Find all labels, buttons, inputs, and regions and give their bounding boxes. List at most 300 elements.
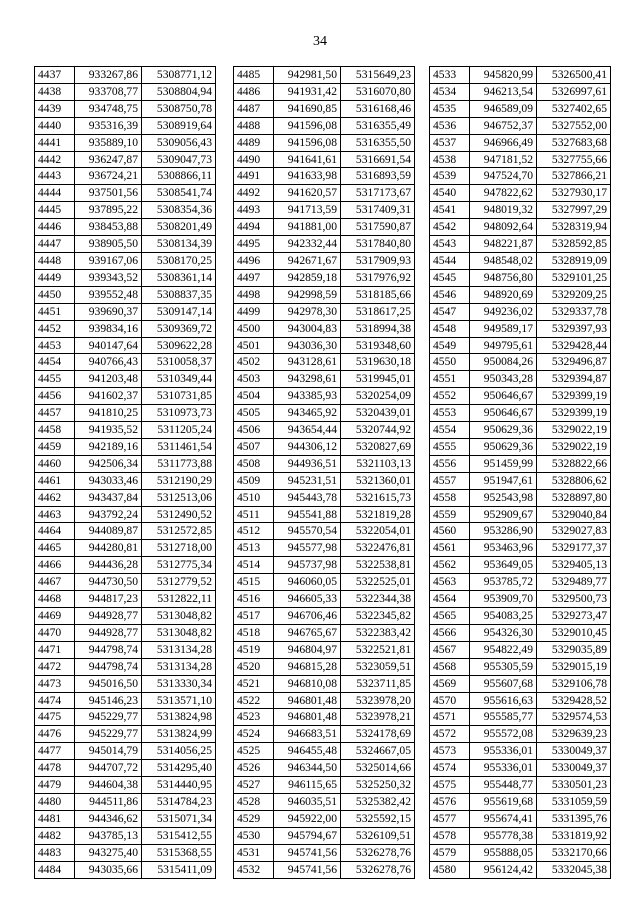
point-number: 4546 [430, 286, 470, 303]
table-row [234, 303, 415, 320]
table-row [234, 641, 415, 658]
y-coordinate: 5317840,80 [341, 236, 415, 253]
point-number: 4479 [35, 777, 75, 794]
point-number: 4498 [234, 286, 274, 303]
point-number: 4543 [430, 236, 470, 253]
x-coordinate: 942998,59 [274, 286, 341, 303]
table-row [430, 219, 611, 236]
y-coordinate: 5332170,66 [537, 844, 611, 861]
table-row [430, 726, 611, 743]
x-coordinate: 942506,34 [75, 455, 142, 472]
y-coordinate: 5314056,25 [142, 743, 216, 760]
table-row [430, 624, 611, 641]
x-coordinate: 950343,28 [470, 371, 537, 388]
point-number: 4448 [35, 252, 75, 269]
point-number: 4542 [430, 219, 470, 236]
x-coordinate: 945229,77 [75, 726, 142, 743]
y-coordinate: 5326278,76 [341, 861, 415, 878]
point-number: 4560 [430, 523, 470, 540]
y-coordinate: 5308170,25 [142, 252, 216, 269]
x-coordinate: 944346,62 [75, 810, 142, 827]
y-coordinate: 5326278,76 [341, 844, 415, 861]
point-number: 4576 [430, 793, 470, 810]
point-number: 4473 [35, 675, 75, 692]
point-number: 4461 [35, 472, 75, 489]
table-row [35, 422, 216, 439]
point-number: 4579 [430, 844, 470, 861]
y-coordinate: 5313330,34 [142, 675, 216, 692]
x-coordinate: 935889,10 [75, 134, 142, 151]
table-row [234, 608, 415, 625]
point-number: 4491 [234, 168, 274, 185]
x-coordinate: 954326,30 [470, 624, 537, 641]
table-row [234, 472, 415, 489]
y-coordinate: 5329428,52 [537, 692, 611, 709]
x-coordinate: 945794,67 [274, 827, 341, 844]
point-number: 4486 [234, 83, 274, 100]
table-row [430, 810, 611, 827]
table-row [35, 236, 216, 253]
x-coordinate: 943275,40 [75, 844, 142, 861]
y-coordinate: 5329101,25 [537, 269, 611, 286]
y-coordinate: 5323978,20 [341, 692, 415, 709]
x-coordinate: 939167,06 [75, 252, 142, 269]
table-row [234, 861, 415, 878]
x-coordinate: 942332,44 [274, 236, 341, 253]
y-coordinate: 5329273,47 [537, 608, 611, 625]
table-row [35, 608, 216, 625]
table-row [234, 371, 415, 388]
y-coordinate: 5315412,55 [142, 827, 216, 844]
x-coordinate: 939343,52 [75, 269, 142, 286]
point-number: 4437 [35, 67, 75, 84]
point-number: 4538 [430, 151, 470, 168]
x-coordinate: 955336,01 [470, 760, 537, 777]
y-coordinate: 5327866,21 [537, 168, 611, 185]
y-coordinate: 5317409,31 [341, 202, 415, 219]
y-coordinate: 5326109,51 [341, 827, 415, 844]
x-coordinate: 948756,80 [470, 269, 537, 286]
y-coordinate: 5329428,44 [537, 337, 611, 354]
y-coordinate: 5318617,25 [341, 303, 415, 320]
table-row [234, 438, 415, 455]
table-row [35, 726, 216, 743]
y-coordinate: 5313048,82 [142, 608, 216, 625]
x-coordinate: 955616,63 [470, 692, 537, 709]
x-coordinate: 945737,98 [274, 557, 341, 574]
y-coordinate: 5316355,50 [341, 134, 415, 151]
table-row [234, 523, 415, 540]
point-number: 4497 [234, 269, 274, 286]
point-number: 4577 [430, 810, 470, 827]
y-coordinate: 5322383,42 [341, 624, 415, 641]
point-number: 4568 [430, 658, 470, 675]
y-coordinate: 5311205,24 [142, 422, 216, 439]
x-coordinate: 946344,50 [274, 760, 341, 777]
point-number: 4478 [35, 760, 75, 777]
table-row [234, 185, 415, 202]
y-coordinate: 5321103,13 [341, 455, 415, 472]
x-coordinate: 949236,02 [470, 303, 537, 320]
point-number: 4444 [35, 185, 75, 202]
x-coordinate: 945443,78 [274, 489, 341, 506]
point-number: 4447 [35, 236, 75, 253]
x-coordinate: 934748,75 [75, 100, 142, 117]
point-number: 4518 [234, 624, 274, 641]
table-row [430, 151, 611, 168]
x-coordinate: 945146,23 [75, 692, 142, 709]
table-row [35, 100, 216, 117]
point-number: 4515 [234, 574, 274, 591]
table-row [234, 67, 415, 84]
x-coordinate: 943792,24 [75, 506, 142, 523]
x-coordinate: 941602,37 [75, 388, 142, 405]
point-number: 4524 [234, 726, 274, 743]
y-coordinate: 5327402,65 [537, 100, 611, 117]
y-coordinate: 5314295,40 [142, 760, 216, 777]
x-coordinate: 945016,50 [75, 675, 142, 692]
point-number: 4443 [35, 168, 75, 185]
y-coordinate: 5320827,69 [341, 438, 415, 455]
table-row [430, 574, 611, 591]
point-number: 4539 [430, 168, 470, 185]
table-row [234, 236, 415, 253]
y-coordinate: 5329022,19 [537, 422, 611, 439]
table-row [234, 252, 415, 269]
point-number: 4449 [35, 269, 75, 286]
point-number: 4572 [430, 726, 470, 743]
x-coordinate: 943128,61 [274, 354, 341, 371]
point-number: 4493 [234, 202, 274, 219]
table-row [35, 692, 216, 709]
table-row [430, 658, 611, 675]
x-coordinate: 941641,61 [274, 151, 341, 168]
point-number: 4566 [430, 624, 470, 641]
y-coordinate: 5322054,01 [341, 523, 415, 540]
table-row [430, 269, 611, 286]
y-coordinate: 5308750,78 [142, 100, 216, 117]
point-number: 4570 [430, 692, 470, 709]
y-coordinate: 5322476,81 [341, 540, 415, 557]
table-row [35, 489, 216, 506]
table-row [430, 320, 611, 337]
point-number: 4464 [35, 523, 75, 540]
point-number: 4532 [234, 861, 274, 878]
y-coordinate: 5322538,81 [341, 557, 415, 574]
table-row [234, 810, 415, 827]
x-coordinate: 955888,05 [470, 844, 537, 861]
x-coordinate: 941713,59 [274, 202, 341, 219]
x-coordinate: 943036,30 [274, 337, 341, 354]
x-coordinate: 942671,67 [274, 252, 341, 269]
point-number: 4477 [35, 743, 75, 760]
table-row [234, 202, 415, 219]
y-coordinate: 5316168,46 [341, 100, 415, 117]
table-row [234, 827, 415, 844]
table-row [234, 286, 415, 303]
y-coordinate: 5318994,38 [341, 320, 415, 337]
table-row [234, 557, 415, 574]
y-coordinate: 5329010,45 [537, 624, 611, 641]
x-coordinate: 955448,77 [470, 777, 537, 794]
y-coordinate: 5329397,93 [537, 320, 611, 337]
point-number: 4580 [430, 861, 470, 878]
point-number: 4557 [430, 472, 470, 489]
table-row [430, 861, 611, 878]
x-coordinate: 945229,77 [75, 709, 142, 726]
x-coordinate: 941881,00 [274, 219, 341, 236]
table-row [234, 489, 415, 506]
table-row [35, 658, 216, 675]
point-number: 4561 [430, 540, 470, 557]
point-number: 4456 [35, 388, 75, 405]
table-row [35, 405, 216, 422]
table-row [234, 388, 415, 405]
y-coordinate: 5331059,59 [537, 793, 611, 810]
table-row [430, 675, 611, 692]
x-coordinate: 941620,57 [274, 185, 341, 202]
x-coordinate: 948920,69 [470, 286, 537, 303]
y-coordinate: 5308837,35 [142, 286, 216, 303]
x-coordinate: 943385,93 [274, 388, 341, 405]
y-coordinate: 5322525,01 [341, 574, 415, 591]
table-row [430, 117, 611, 134]
y-coordinate: 5322521,81 [341, 641, 415, 658]
table-row [35, 743, 216, 760]
y-coordinate: 5318185,66 [341, 286, 415, 303]
x-coordinate: 955572,08 [470, 726, 537, 743]
point-number: 4446 [35, 219, 75, 236]
y-coordinate: 5313824,99 [142, 726, 216, 743]
x-coordinate: 941633,98 [274, 168, 341, 185]
x-coordinate: 941690,85 [274, 100, 341, 117]
x-coordinate: 948548,02 [470, 252, 537, 269]
table-row [430, 760, 611, 777]
y-coordinate: 5328592,85 [537, 236, 611, 253]
y-coordinate: 5323059,51 [341, 658, 415, 675]
point-number: 4519 [234, 641, 274, 658]
y-coordinate: 5329399,19 [537, 388, 611, 405]
y-coordinate: 5327552,00 [537, 117, 611, 134]
point-number: 4490 [234, 151, 274, 168]
x-coordinate: 954822,49 [470, 641, 537, 658]
point-number: 4451 [35, 303, 75, 320]
point-number: 4550 [430, 354, 470, 371]
table-row [234, 219, 415, 236]
table-row [234, 117, 415, 134]
point-number: 4445 [35, 202, 75, 219]
point-number: 4488 [234, 117, 274, 134]
table-row [430, 202, 611, 219]
x-coordinate: 945741,56 [274, 844, 341, 861]
point-number: 4455 [35, 371, 75, 388]
table-row [234, 726, 415, 743]
x-coordinate: 942189,16 [75, 438, 142, 455]
y-coordinate: 5330501,23 [537, 777, 611, 794]
table-row [234, 422, 415, 439]
y-coordinate: 5309056,43 [142, 134, 216, 151]
y-coordinate: 5329500,73 [537, 591, 611, 608]
y-coordinate: 5320254,09 [341, 388, 415, 405]
point-number: 4569 [430, 675, 470, 692]
x-coordinate: 945922,00 [274, 810, 341, 827]
table-row [35, 591, 216, 608]
y-coordinate: 5312822,11 [142, 591, 216, 608]
y-coordinate: 5320439,01 [341, 405, 415, 422]
point-number: 4513 [234, 540, 274, 557]
table-row [35, 455, 216, 472]
x-coordinate: 945741,56 [274, 861, 341, 878]
table-row [35, 134, 216, 151]
table-row [430, 709, 611, 726]
point-number: 4466 [35, 557, 75, 574]
y-coordinate: 5308919,64 [142, 117, 216, 134]
table-row [35, 675, 216, 692]
x-coordinate: 944306,12 [274, 438, 341, 455]
y-coordinate: 5311461,54 [142, 438, 216, 455]
y-coordinate: 5317173,67 [341, 185, 415, 202]
y-coordinate: 5319630,18 [341, 354, 415, 371]
x-coordinate: 953463,96 [470, 540, 537, 557]
table-row [35, 252, 216, 269]
table-row [430, 388, 611, 405]
x-coordinate: 946455,48 [274, 743, 341, 760]
table-row [234, 844, 415, 861]
table-row [430, 134, 611, 151]
x-coordinate: 953785,72 [470, 574, 537, 591]
table-row [430, 67, 611, 84]
y-coordinate: 5321819,28 [341, 506, 415, 523]
y-coordinate: 5323711,85 [341, 675, 415, 692]
y-coordinate: 5329040,84 [537, 506, 611, 523]
point-number: 4453 [35, 337, 75, 354]
table-row [35, 574, 216, 591]
y-coordinate: 5308201,49 [142, 219, 216, 236]
point-number: 4476 [35, 726, 75, 743]
x-coordinate: 943437,84 [75, 489, 142, 506]
y-coordinate: 5324667,05 [341, 743, 415, 760]
y-coordinate: 5312775,34 [142, 557, 216, 574]
x-coordinate: 946765,67 [274, 624, 341, 641]
table-row [35, 827, 216, 844]
table-row [234, 506, 415, 523]
table-row [430, 303, 611, 320]
table-row [234, 354, 415, 371]
point-number: 4489 [234, 134, 274, 151]
x-coordinate: 946213,54 [470, 83, 537, 100]
table-row [234, 591, 415, 608]
y-coordinate: 5329405,13 [537, 557, 611, 574]
point-number: 4496 [234, 252, 274, 269]
point-number: 4459 [35, 438, 75, 455]
x-coordinate: 944280,81 [75, 540, 142, 557]
y-coordinate: 5308354,36 [142, 202, 216, 219]
point-number: 4520 [234, 658, 274, 675]
table-row [234, 743, 415, 760]
x-coordinate: 949795,61 [470, 337, 537, 354]
table-row [430, 286, 611, 303]
table-row [234, 337, 415, 354]
table-row [35, 506, 216, 523]
point-number: 4527 [234, 777, 274, 794]
table-row [430, 83, 611, 100]
y-coordinate: 5329027,83 [537, 523, 611, 540]
x-coordinate: 951947,61 [470, 472, 537, 489]
table-row [35, 709, 216, 726]
y-coordinate: 5327755,66 [537, 151, 611, 168]
x-coordinate: 938905,50 [75, 236, 142, 253]
table-row [430, 844, 611, 861]
point-number: 4470 [35, 624, 75, 641]
point-number: 4501 [234, 337, 274, 354]
y-coordinate: 5331819,92 [537, 827, 611, 844]
point-number: 4457 [35, 405, 75, 422]
y-coordinate: 5317976,92 [341, 269, 415, 286]
x-coordinate: 952543,98 [470, 489, 537, 506]
point-number: 4558 [430, 489, 470, 506]
table-row [35, 168, 216, 185]
x-coordinate: 941596,08 [274, 134, 341, 151]
y-coordinate: 5317590,87 [341, 219, 415, 236]
point-number: 4495 [234, 236, 274, 253]
point-number: 4465 [35, 540, 75, 557]
x-coordinate: 945231,51 [274, 472, 341, 489]
table-row [430, 168, 611, 185]
point-number: 4438 [35, 83, 75, 100]
x-coordinate: 948092,64 [470, 219, 537, 236]
point-number: 4528 [234, 793, 274, 810]
y-coordinate: 5329337,78 [537, 303, 611, 320]
point-number: 4523 [234, 709, 274, 726]
y-coordinate: 5315411,09 [142, 861, 216, 878]
point-number: 4439 [35, 100, 75, 117]
x-coordinate: 941203,48 [75, 371, 142, 388]
table-row [430, 793, 611, 810]
point-number: 4556 [430, 455, 470, 472]
y-coordinate: 5309147,14 [142, 303, 216, 320]
table-row [35, 269, 216, 286]
point-number: 4507 [234, 438, 274, 455]
y-coordinate: 5315649,23 [341, 67, 415, 84]
point-number: 4480 [35, 793, 75, 810]
table-row [35, 286, 216, 303]
point-number: 4499 [234, 303, 274, 320]
x-coordinate: 946683,51 [274, 726, 341, 743]
table-row [430, 743, 611, 760]
table-row [234, 709, 415, 726]
x-coordinate: 948221,87 [470, 236, 537, 253]
y-coordinate: 5329106,78 [537, 675, 611, 692]
coordinates-table-1 [34, 66, 216, 879]
point-number: 4545 [430, 269, 470, 286]
y-coordinate: 5320744,92 [341, 422, 415, 439]
y-coordinate: 5308361,14 [142, 269, 216, 286]
x-coordinate: 946589,09 [470, 100, 537, 117]
y-coordinate: 5322345,82 [341, 608, 415, 625]
x-coordinate: 948019,32 [470, 202, 537, 219]
x-coordinate: 944604,38 [75, 777, 142, 794]
y-coordinate: 5309047,73 [142, 151, 216, 168]
y-coordinate: 5313048,82 [142, 624, 216, 641]
y-coordinate: 5324178,69 [341, 726, 415, 743]
point-number: 4559 [430, 506, 470, 523]
x-coordinate: 933708,77 [75, 83, 142, 100]
point-number: 4452 [35, 320, 75, 337]
table-row [35, 438, 216, 455]
point-number: 4522 [234, 692, 274, 709]
table-row [35, 844, 216, 861]
x-coordinate: 943035,66 [75, 861, 142, 878]
